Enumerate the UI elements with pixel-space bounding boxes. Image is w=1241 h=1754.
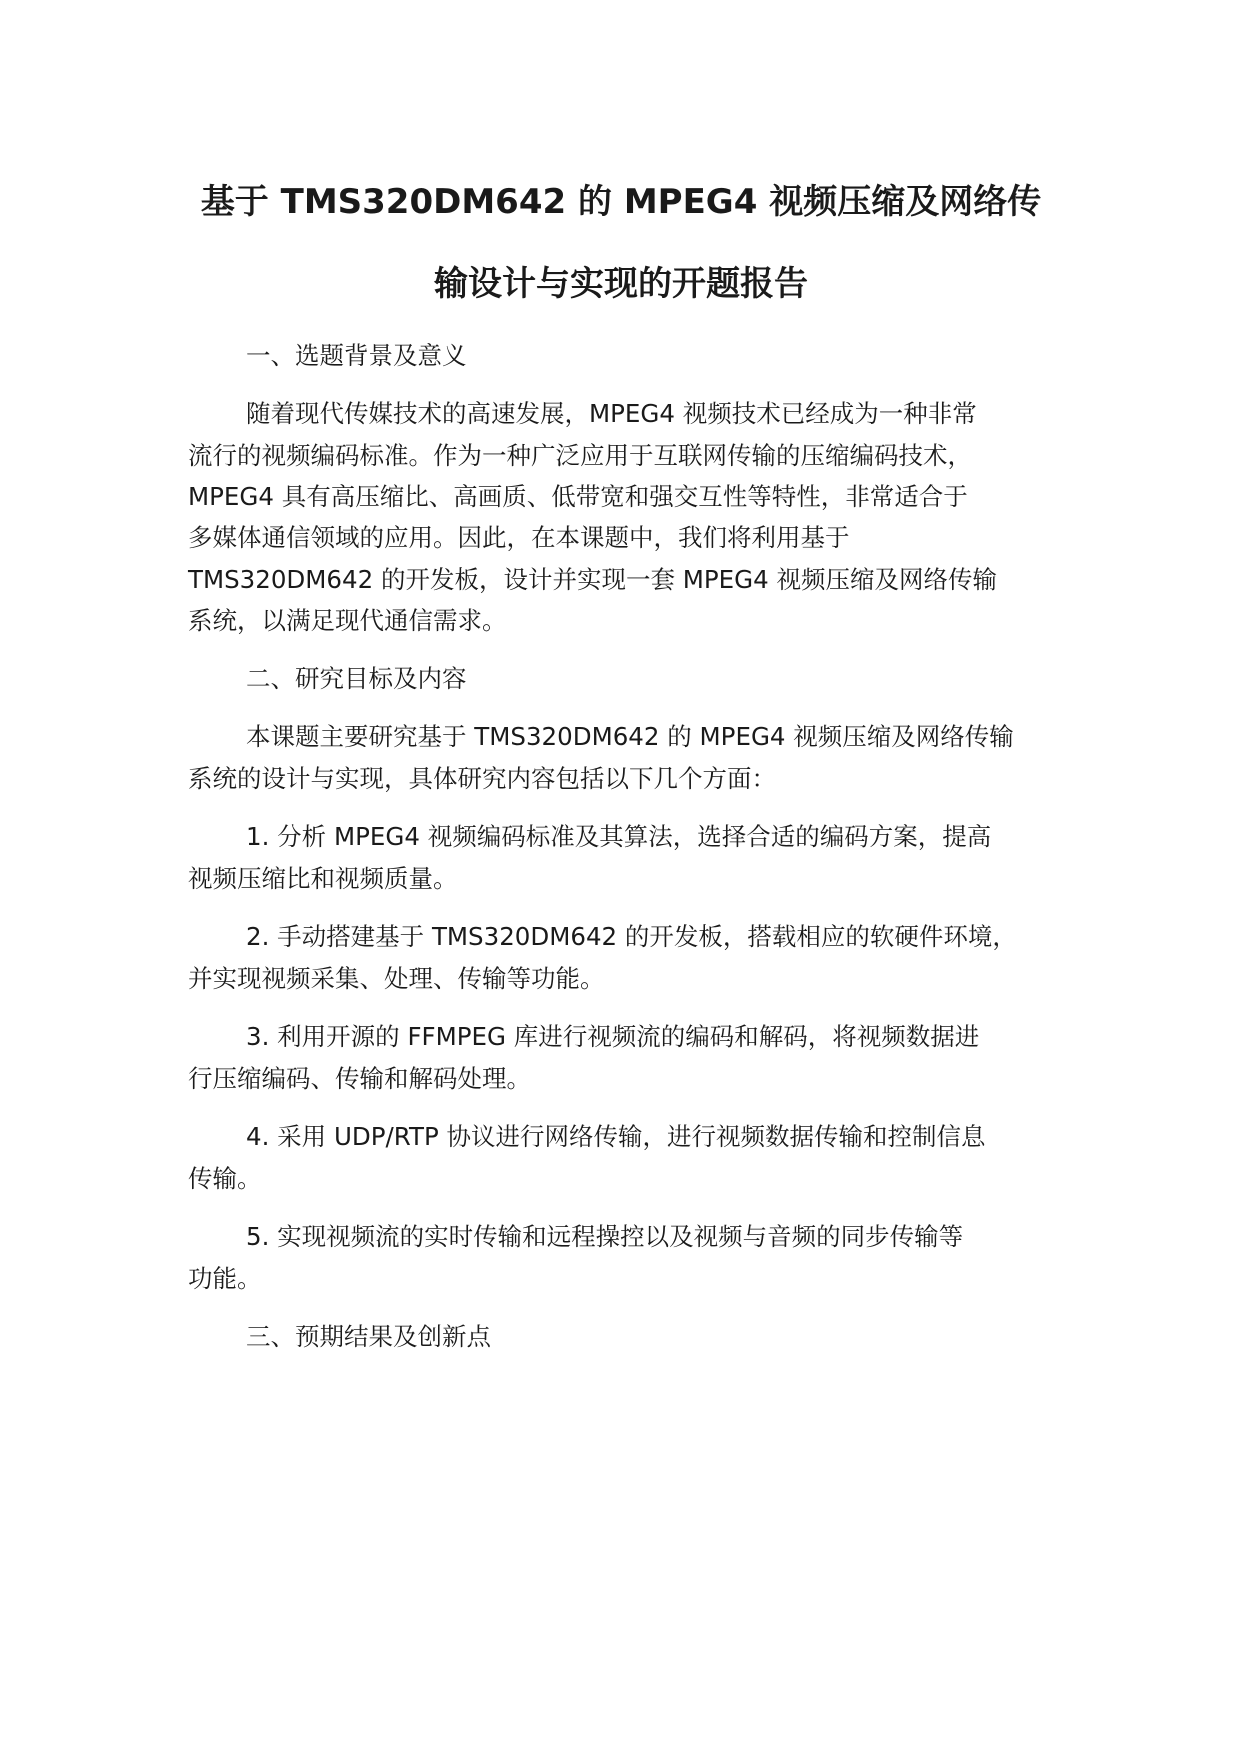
paragraph-line: 多媒体通信领域的应用。因此，在本课题中，我们将利用基于 [188,523,850,552]
document-title-line-1: 基于 TMS320DM642 的 MPEG4 视频压缩及网络传 [200,182,1042,222]
list-item-5-line-2: 功能。 [188,1264,262,1293]
paragraph-line: TMS320DM642 的开发板，设计并实现一套 MPEG4 视频压缩及网络传输 [188,565,998,594]
section-2-heading: 二、研究目标及内容 [246,664,467,693]
list-item-5-line-1: 5. 实现视频流的实时传输和远程操控以及视频与音频的同步传输等 [246,1222,964,1251]
section-1-heading: 一、选题背景及意义 [246,341,467,370]
document-title-line-2: 输设计与实现的开题报告 [434,264,808,304]
list-item-2-line-2: 并实现视频采集、处理、传输等功能。 [188,964,605,993]
section-3-heading: 三、预期结果及创新点 [246,1322,491,1351]
list-item-4-line-2: 传输。 [188,1164,262,1193]
list-item-3-line-1: 3. 利用开源的 FFMPEG 库进行视频流的编码和解码，将视频数据进 [246,1022,980,1051]
list-item-4-line-1: 4. 采用 UDP/RTP 协议进行网络传输，进行视频数据传输和控制信息 [246,1122,986,1151]
list-item-1-line-1: 1. 分析 MPEG4 视频编码标准及其算法，选择合适的编码方案，提高 [246,822,992,851]
paragraph-line: MPEG4 具有高压缩比、高画质、低带宽和强交互性等特性，非常适合于 [188,482,968,511]
paragraph-line: 系统的设计与实现，具体研究内容包括以下几个方面： [188,764,776,793]
paragraph-line: 系统，以满足现代通信需求。 [188,606,507,635]
paragraph-line: 本课题主要研究基于 TMS320DM642 的 MPEG4 视频压缩及网络传输 [246,722,1014,751]
list-item-1-line-2: 视频压缩比和视频质量。 [188,864,458,893]
list-item-2-line-1: 2. 手动搭建基于 TMS320DM642 的开发板，搭载相应的软硬件环境， [246,922,1017,951]
paragraph-line: 流行的视频编码标准。作为一种广泛应用于互联网传输的压缩编码技术， [188,441,972,470]
paragraph-line: 随着现代传媒技术的高速发展，MPEG4 视频技术已经成为一种非常 [246,399,977,428]
list-item-3-line-2: 行压缩编码、传输和解码处理。 [188,1064,531,1093]
